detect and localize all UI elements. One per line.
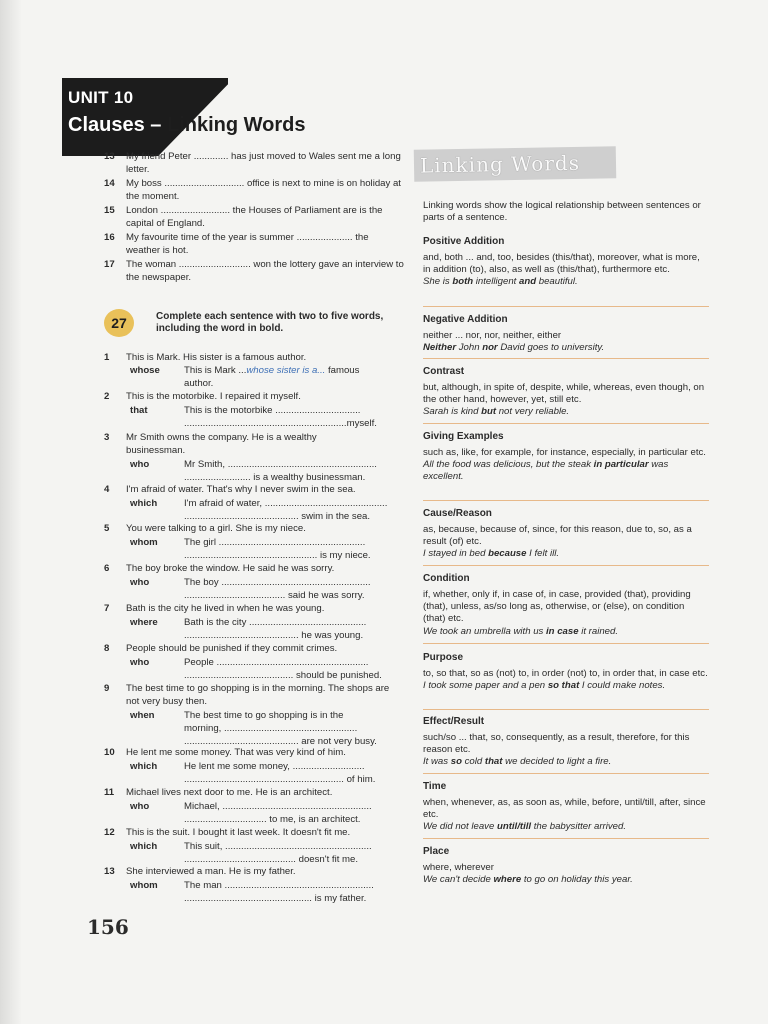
item-sentence: He lent me some money. That was very kind of him.: [126, 747, 346, 758]
section-body: [423, 382, 709, 419]
section-body: [423, 668, 709, 692]
answer-line[interactable]: ......................... is a wealthy businessman.: [184, 472, 366, 483]
section-words: where, wherever: [423, 862, 494, 873]
item-number: 4: [104, 484, 110, 495]
item-keyword: which: [130, 498, 158, 509]
section-divider: [423, 643, 709, 644]
section-divider: [423, 565, 709, 566]
section-example: We can't decide where to go on holiday this year.: [423, 874, 633, 886]
item-sentence: I'm afraid of water. That's why I never swim in the sea.: [126, 484, 356, 495]
section-words: such/so ... that, so, consequently, as a result, therefore, for this reason etc.: [423, 732, 690, 756]
answer-line[interactable]: ................................................ is my father.: [184, 893, 367, 904]
item-keyword: when: [130, 710, 155, 721]
section-heading: Giving Examples: [423, 431, 504, 442]
item-sentence: Bath is the city he lived in when he was young.: [126, 603, 325, 614]
item-text: The woman ........................... won the lottery gave an interview to the newspaper.: [126, 259, 404, 283]
unit-title: [68, 114, 305, 137]
item-number: 10: [104, 747, 115, 758]
item-text: London .......................... the Houses of Parliament are is the capital of England.: [126, 205, 383, 229]
answer-line[interactable]: .......................................... doesn't fit me.: [184, 854, 359, 865]
item-number: 9: [104, 683, 110, 694]
section-example: It was so cold that we decided to light a fire.: [423, 756, 612, 768]
item-number: 16: [104, 232, 115, 243]
item-number: 12: [104, 827, 115, 838]
item-number: 2: [104, 391, 110, 402]
item-sentence: This is the motorbike. I repaired it myself.: [126, 391, 301, 402]
section-example: We took an umbrella with us in case it rained.: [423, 625, 619, 637]
item-sentence: The boy broke the window. He said he was sorry.: [126, 563, 335, 574]
answer-line[interactable]: Mr Smith, ........................................................: [184, 459, 377, 470]
answer-line[interactable]: Michael, ........................................................: [184, 801, 372, 812]
section-heading: Time: [423, 781, 447, 792]
linking-intro: Linking words show the logical relationship between sentences or parts of a sentence.: [423, 200, 701, 224]
section-body: [423, 252, 709, 289]
answer-line[interactable]: ......................................... should be punished.: [184, 670, 382, 681]
section-body: [423, 589, 709, 638]
item-keyword: that: [130, 405, 148, 416]
section-heading: Purpose: [423, 652, 464, 663]
filled-answer: whose sister is a...: [246, 365, 326, 376]
section-heading: Effect/Result: [423, 716, 485, 727]
answer-line[interactable]: People .........................................................: [184, 657, 369, 668]
section-words: but, although, in spite of, despite, while, whereas, even though, on the other hand, however, yet, still etc.: [423, 382, 705, 406]
answer-line[interactable]: The best time to go shopping is in the: [184, 710, 344, 721]
item-keyword: whom: [130, 880, 158, 891]
item-number: 15: [104, 205, 115, 216]
item-sentence: This is Mark. His sister is a famous author.: [126, 352, 307, 363]
answer-line[interactable]: I'm afraid of water, ..............................................: [184, 498, 388, 509]
section-divider: [423, 838, 709, 839]
item-number: 1: [104, 352, 110, 363]
answer-line[interactable]: .................................................. is my niece.: [184, 550, 371, 561]
section-body: [423, 797, 709, 834]
answer-line[interactable]: ...................................... said he was sorry.: [184, 590, 365, 601]
section-heading: Positive Addition: [423, 236, 505, 247]
section-body: [423, 447, 709, 484]
answer-line[interactable]: .............................................................myself.: [184, 418, 377, 429]
answer-line[interactable]: This is Mark ...whose sister is a... famous: [184, 365, 360, 376]
item-number: 3: [104, 432, 110, 443]
answer-line[interactable]: The boy ........................................................: [184, 577, 371, 588]
unit-title-part1: Clauses: [68, 114, 145, 136]
section-words: and, both ... and, too, besides (this/that), moreover, what is more, in addition (to), also, as well as (this/that), furthermore etc.: [423, 252, 700, 276]
item-keyword: who: [130, 801, 150, 812]
section-body: [423, 862, 709, 886]
linking-words-title-box: [414, 146, 617, 182]
exercise-number-badge: 27: [104, 309, 134, 337]
linking-words-title: Linking Words: [419, 150, 581, 178]
section-words: neither ... nor, nor, neither, either: [423, 330, 562, 341]
section-example: All the food was delicious, but the steak in particular was excellent.: [423, 459, 669, 483]
item-number: 13: [104, 151, 115, 162]
section-divider: [423, 306, 709, 307]
item-sentence: She interviewed a man. He is my father.: [126, 866, 296, 877]
item-number: 8: [104, 643, 110, 654]
section-heading: Condition: [423, 573, 470, 584]
answer-line[interactable]: morning, ..................................................: [184, 723, 358, 734]
section-words: when, whenever, as, as soon as, while, before, until/till, after, since etc.: [423, 797, 706, 821]
answer-line[interactable]: He lent me some money, ...........................: [184, 761, 365, 772]
section-example: She is both intelligent and beautiful.: [423, 276, 578, 288]
item-sentence: You were talking to a girl. She is my niece.: [126, 523, 306, 534]
section-words: such as, like, for example, for instance, especially, in particular etc.: [423, 447, 706, 458]
item-number: 7: [104, 603, 110, 614]
answer-line[interactable]: The man ........................................................: [184, 880, 374, 891]
item-text: My friend Peter ............. has just moved to Wales sent me a long letter.: [126, 151, 401, 175]
item-keyword: where: [130, 617, 158, 628]
item-number: 6: [104, 563, 110, 574]
section-divider: [423, 773, 709, 774]
item-keyword: whose: [130, 365, 160, 376]
answer-line[interactable]: This is the motorbike ................................: [184, 405, 361, 416]
section-body: [423, 524, 709, 561]
answer-line[interactable]: ........................................... are not very busy.: [184, 736, 377, 747]
section-example: I took some paper and a pen so that I could make notes.: [423, 680, 666, 692]
item-keyword: who: [130, 577, 150, 588]
item-keyword: which: [130, 761, 158, 772]
section-example: Neither John nor David goes to university.: [423, 342, 605, 354]
section-words: if, whether, only if, in case of, in case, provided (that), providing (that), unless, as/so long as, otherwise, or (else), on condition (that) etc.: [423, 589, 691, 625]
section-heading: Cause/Reason: [423, 508, 492, 519]
answer-line[interactable]: ............................... to me, is an architect.: [184, 814, 361, 825]
item-keyword: whom: [130, 537, 158, 548]
answer-line[interactable]: This suit, .......................................................: [184, 841, 372, 852]
page-number: 156: [87, 915, 129, 939]
section-example: We did not leave until/till the babysitter arrived.: [423, 821, 626, 833]
item-text: My favourite time of the year is summer ..................... the weather is hot.: [126, 232, 369, 256]
section-body: [423, 330, 709, 354]
unit-title-dash: –: [144, 114, 167, 136]
page-edge-shadow: [0, 0, 22, 1024]
item-number: 14: [104, 178, 115, 189]
item-keyword: who: [130, 459, 150, 470]
item-text: My boss .............................. office is next to mine is on holiday at the moment.: [126, 178, 401, 202]
answer-line[interactable]: ............................................................ of him.: [184, 774, 376, 785]
item-sentence: The best time to go shopping is in the morning. The shops are not very busy then.: [126, 683, 390, 707]
section-heading: Place: [423, 846, 450, 857]
exercise-instruction: Complete each sentence with two to five words, including the word in bold.: [156, 311, 384, 334]
section-divider: [423, 358, 709, 359]
answer-line[interactable]: ........................................... swim in the sea.: [184, 511, 371, 522]
answer-line[interactable]: ........................................... he was young.: [184, 630, 364, 641]
unit-title-part2: Linking Words: [166, 114, 306, 136]
section-words: to, so that, so as (not) to, in order (not) to, in order that, in case etc.: [423, 668, 708, 679]
section-words: as, because, because of, since, for this reason, due to, so, as a result (of) etc.: [423, 524, 692, 548]
answer-line[interactable]: author.: [184, 378, 214, 389]
item-number: 17: [104, 259, 115, 270]
section-example: I stayed in bed because I felt ill.: [423, 548, 560, 560]
section-divider: [423, 500, 709, 501]
answer-line[interactable]: The girl .......................................................: [184, 537, 366, 548]
section-heading: Contrast: [423, 366, 465, 377]
item-sentence: Michael lives next door to me. He is an architect.: [126, 787, 333, 798]
section-body: [423, 732, 709, 769]
section-example: Sarah is kind but not very reliable.: [423, 406, 570, 418]
answer-line[interactable]: Bath is the city ............................................: [184, 617, 367, 628]
section-divider: [423, 709, 709, 710]
item-sentence: This is the suit. I bought it last week. It doesn't fit me.: [126, 827, 351, 838]
item-sentence: People should be punished if they commit crimes.: [126, 643, 338, 654]
item-keyword: who: [130, 657, 150, 668]
unit-label: UNIT 10: [68, 88, 134, 107]
item-number: 13: [104, 866, 115, 877]
section-divider: [423, 423, 709, 424]
item-sentence: Mr Smith owns the company. He is a wealthy businessman.: [126, 432, 317, 456]
item-keyword: which: [130, 841, 158, 852]
item-number: 11: [104, 787, 115, 798]
item-number: 5: [104, 523, 110, 534]
section-heading: Negative Addition: [423, 314, 508, 325]
